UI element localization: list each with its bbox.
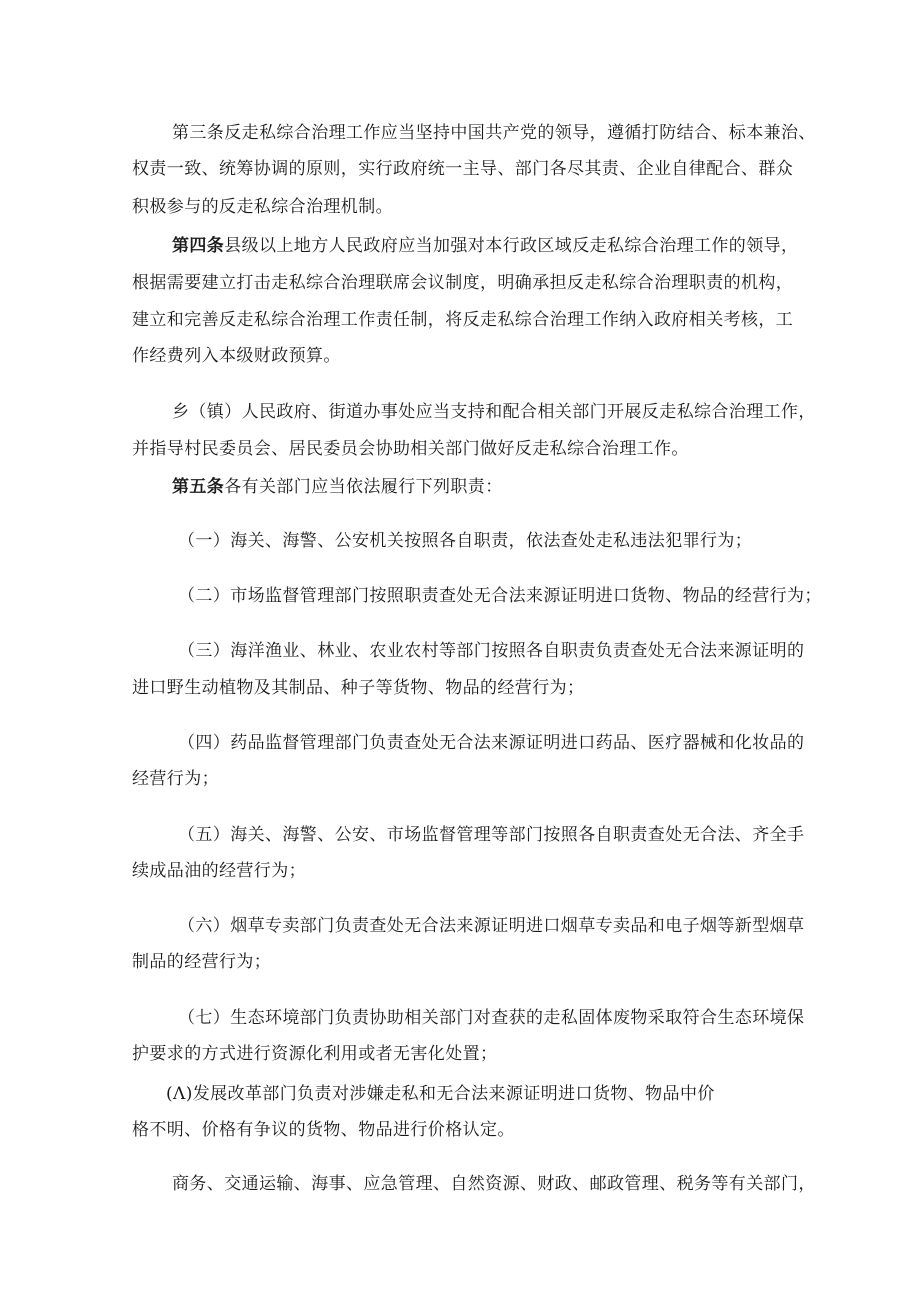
article4-line-3: 建立和完善反走私综合治理工作责任制，将反走私综合治理工作纳入政府相关考核，工: [132, 310, 794, 330]
item-3-line-1: （三）海洋渔业、林业、农业农村等部门按照各自职责负责查处无合法来源证明的: [178, 641, 805, 661]
article4-line-2: 根据需要建立打击走私综合治理联席会议制度，明确承担反走私综合治理职责的机构，: [132, 273, 794, 293]
article3-line-2: 权责一致、统筹协调的原则，实行政府统一主导、部门各尽其责、企业自律配合、群众: [132, 159, 794, 179]
item-6-line-1: （六）烟草专卖部门负责查处无合法来源证明进口烟草专卖品和电子烟等新型烟草: [178, 916, 805, 936]
item-7-line-2: 护要求的方式进行资源化利用或者无害化处置；: [132, 1044, 498, 1064]
article4-line-1: [172, 235, 798, 257]
article4-heading: 第四条: [172, 236, 225, 256]
article3-line-1: 第三条反走私综合治理工作应当坚持中国共产党的领导，遵循打防结合、标本兼治、: [172, 123, 816, 143]
item-6-line-2: 制品的经营行为；: [132, 952, 272, 972]
article5-intro: 各有关部门应当依法履行下列职责：: [224, 477, 503, 497]
article4-para2-line-2: 并指导村民委员会、居民委员会协助相关部门做好反走私综合治理工作。: [132, 439, 689, 459]
item-4-line-1: （四）药品监督管理部门负责查处无合法来源证明进口药品、医疗器械和化妆品的: [178, 733, 805, 753]
article5-intro-line: [172, 476, 503, 498]
item-7-line-1: （七）生态环境部门负责协助相关部门对查获的走私固体废物采取符合生态环境保: [178, 1008, 805, 1028]
article3-line-3: 积极参与的反走私综合治理机制。: [132, 197, 393, 217]
article4-line-4: 作经费列入本级财政预算。: [132, 346, 341, 366]
item-5-line-2: 续成品油的经营行为；: [132, 861, 306, 881]
article5-heading: 第五条: [172, 477, 225, 497]
item-2-line-1: （二）市场监督管理部门按照职责查处无合法来源证明进口货物、物品的经营行为；: [178, 586, 822, 606]
item-5-line-1: （五）海关、海警、公安、市场监督管理等部门按照各自职责查处无合法、齐全手: [178, 825, 805, 845]
item-4-line-2: 经营行为；: [132, 769, 219, 789]
item-3-line-2: 进口野生动植物及其制品、种子等货物、物品的经营行为；: [132, 678, 585, 698]
article4-text: 县级以上地方人民政府应当加强对本行政区域反走私综合治理工作的领导，: [224, 236, 799, 256]
article4-para2-line-1: 乡（镇）人民政府、街道办事处应当支持和配合相关部门开展反走私综合治理工作，: [172, 402, 816, 422]
item-8-line-2: 格不明、价格有争议的货物、物品进行价格认定。: [132, 1120, 515, 1140]
item-1-line-1: （一）海关、海警、公安机关按照各自职责，依法查处走私违法犯罪行为；: [178, 531, 753, 551]
article5-closing: 商务、交通运输、海事、应急管理、自然资源、财政、邮政管理、税务等有关部门，: [172, 1174, 816, 1194]
item-8-line-1: (Λ)发展改革部门负责对涉嫌走私和无合法来源证明进口货物、物品中价: [166, 1084, 715, 1104]
